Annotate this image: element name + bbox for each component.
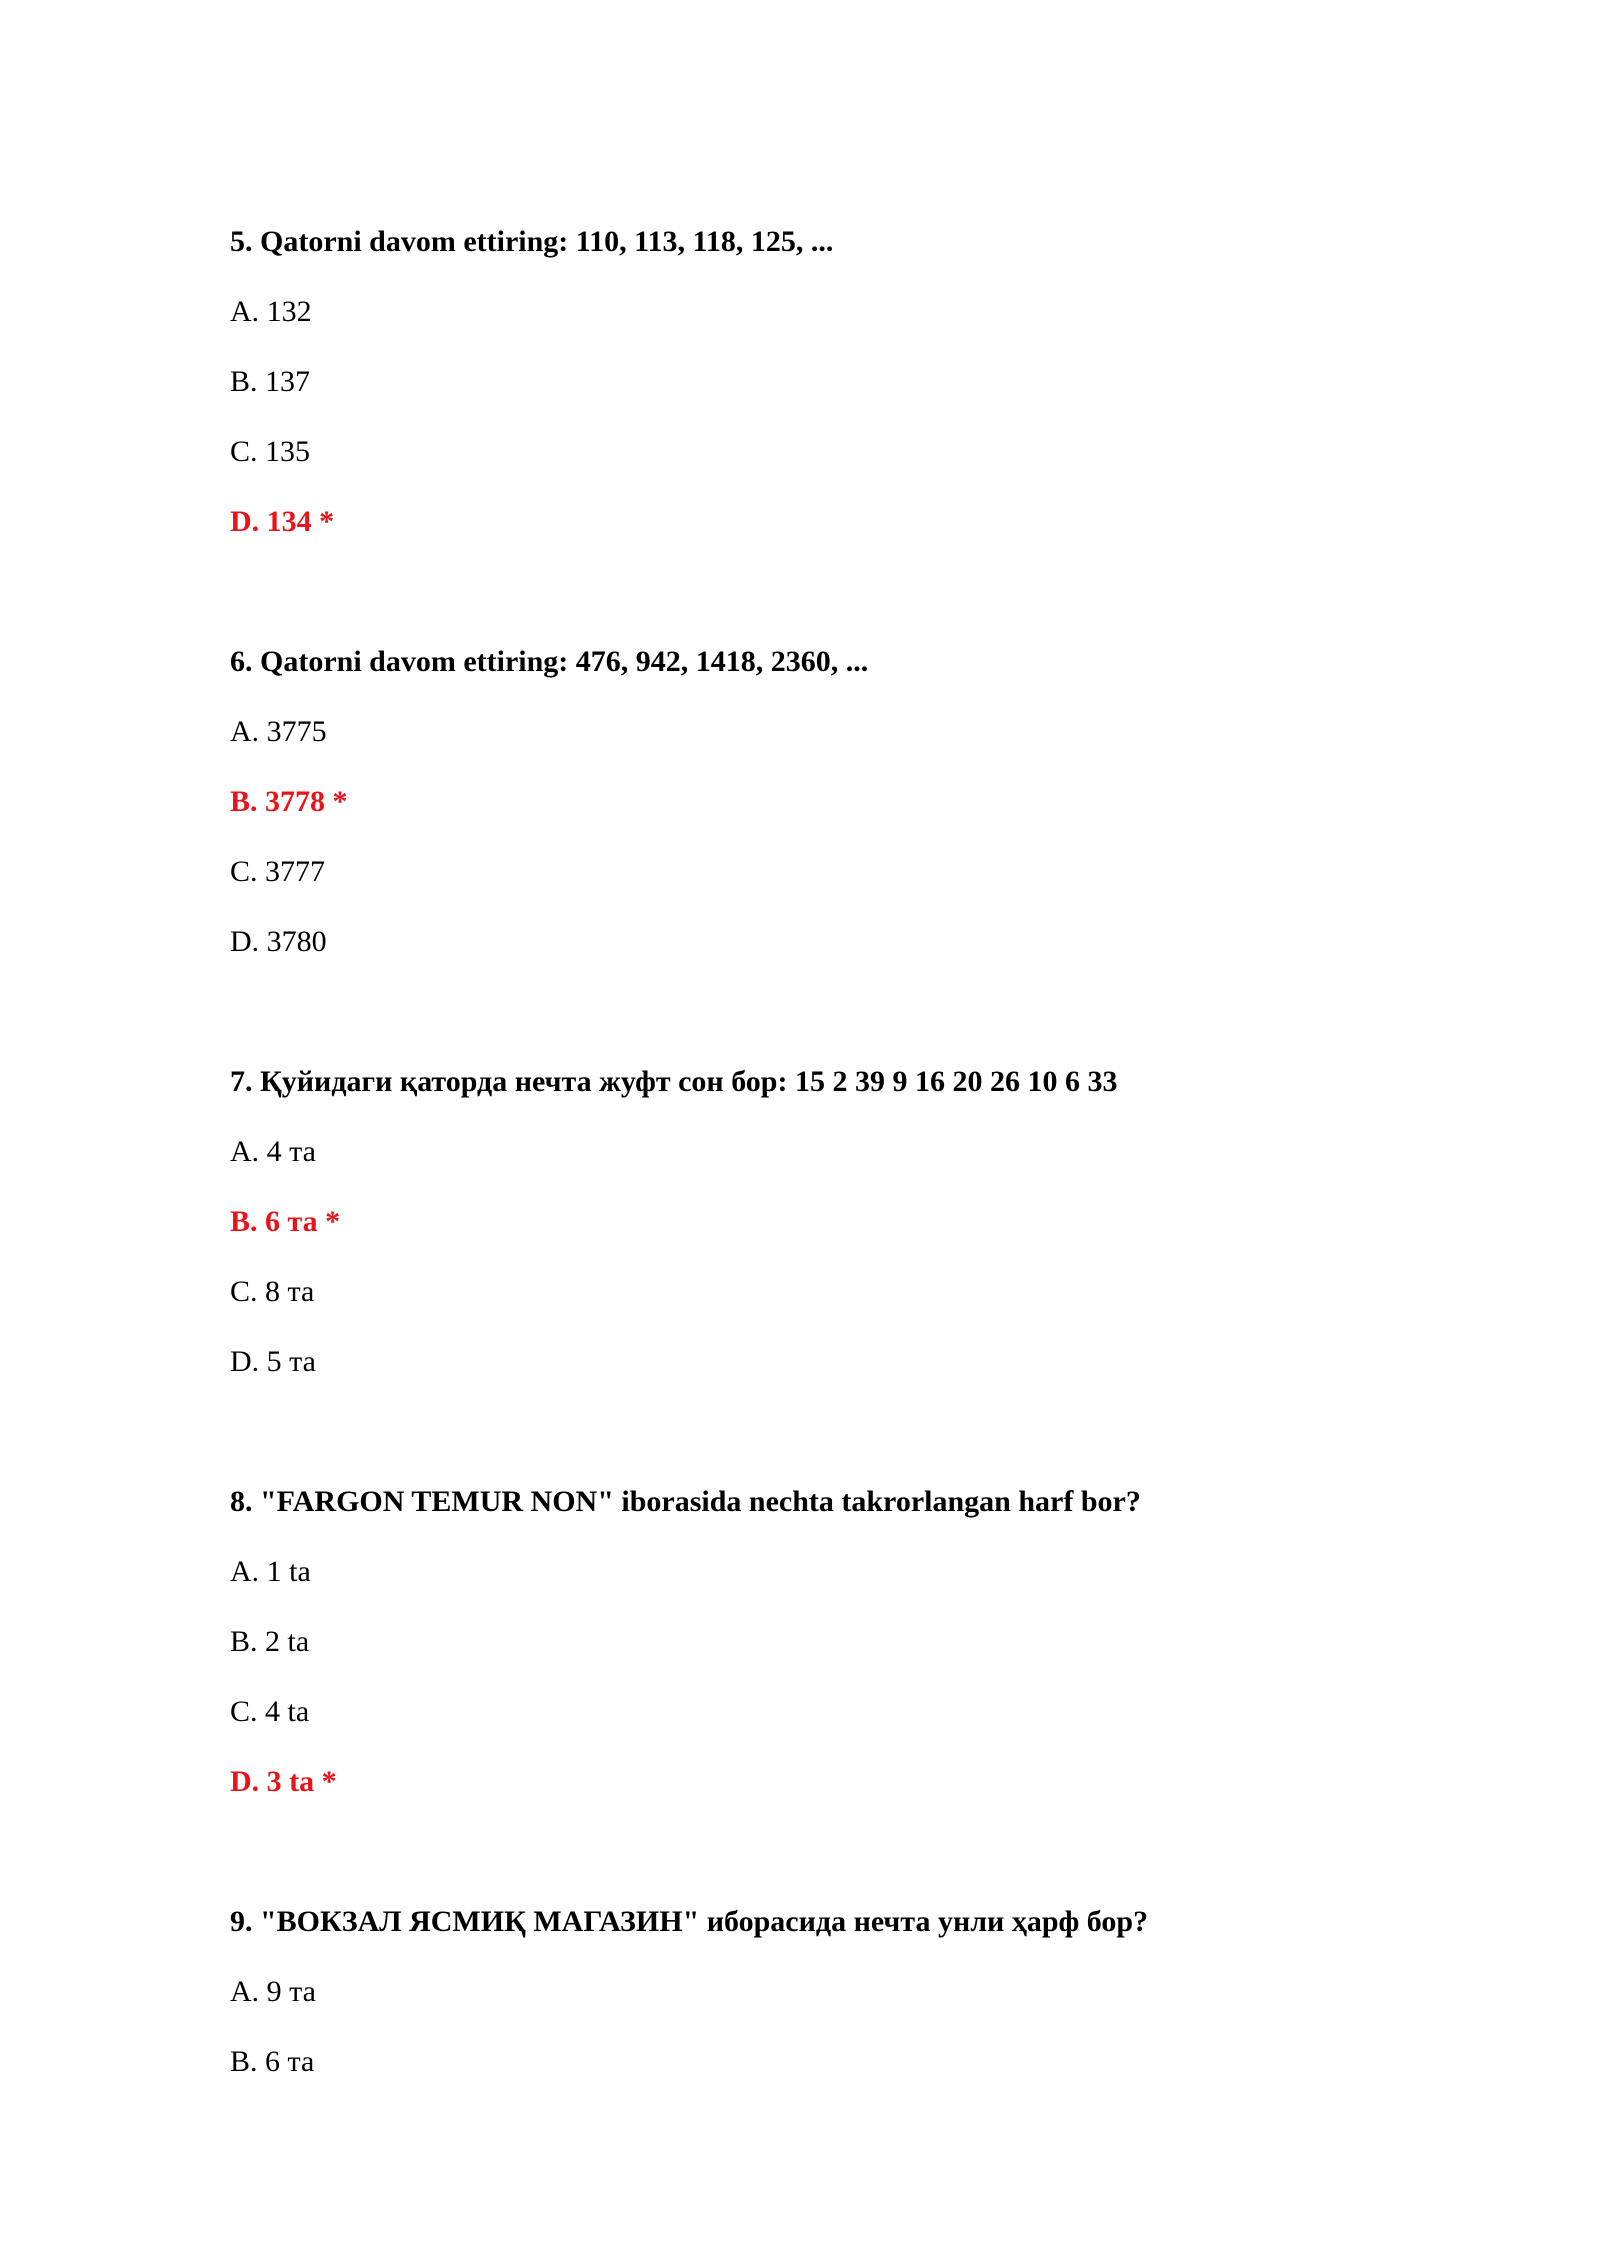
question-9-option-a: A. 9 та [230, 1975, 316, 2008]
question-7-text: 7. Қуйидаги қаторда нечта жуфт сон бор: 15 2 39 9 16 20 26 10 6 33 [230, 1065, 1118, 1098]
question-5-option-c: C. 135 [230, 435, 311, 468]
question-5-text: 5. Qatorni davom ettiring: 110, 113, 118, 125, ... [230, 225, 834, 258]
question-8-option-c: C. 4 ta [230, 1695, 310, 1728]
question-7-option-d: D. 5 та [230, 1345, 316, 1378]
question-7-option-c: C. 8 та [230, 1275, 315, 1308]
question-8-option-b: B. 2 ta [230, 1625, 310, 1658]
question-7-option-b-correct: B. 6 та * [230, 1205, 341, 1238]
question-6-option-b-correct: B. 3778 * [230, 785, 348, 818]
question-8-option-d-correct: D. 3 ta * [230, 1765, 337, 1798]
question-8-text: 8. "FARGON TEMUR NON" iborasida nechta takrorlangan harf bor? [230, 1485, 1141, 1518]
question-6-option-a: A. 3775 [230, 715, 327, 748]
question-9-option-b: B. 6 та [230, 2045, 315, 2078]
question-7-option-a: A. 4 та [230, 1135, 316, 1168]
question-5-option-d-correct: D. 134 * [230, 505, 335, 538]
question-9-text: 9. "ВОКЗАЛ ЯСМИҚ МАГАЗИН" иборасида нечта унли ҳарф бор? [230, 1905, 1149, 1938]
question-5-option-a: A. 132 [230, 295, 312, 328]
question-5-option-b: B. 137 [230, 365, 311, 398]
question-6-option-d: D. 3780 [230, 925, 327, 958]
question-8-option-a: A. 1 ta [230, 1555, 311, 1588]
question-6-option-c: C. 3777 [230, 855, 326, 888]
question-6-text: 6. Qatorni davom ettiring: 476, 942, 1418, 2360, ... [230, 645, 869, 678]
